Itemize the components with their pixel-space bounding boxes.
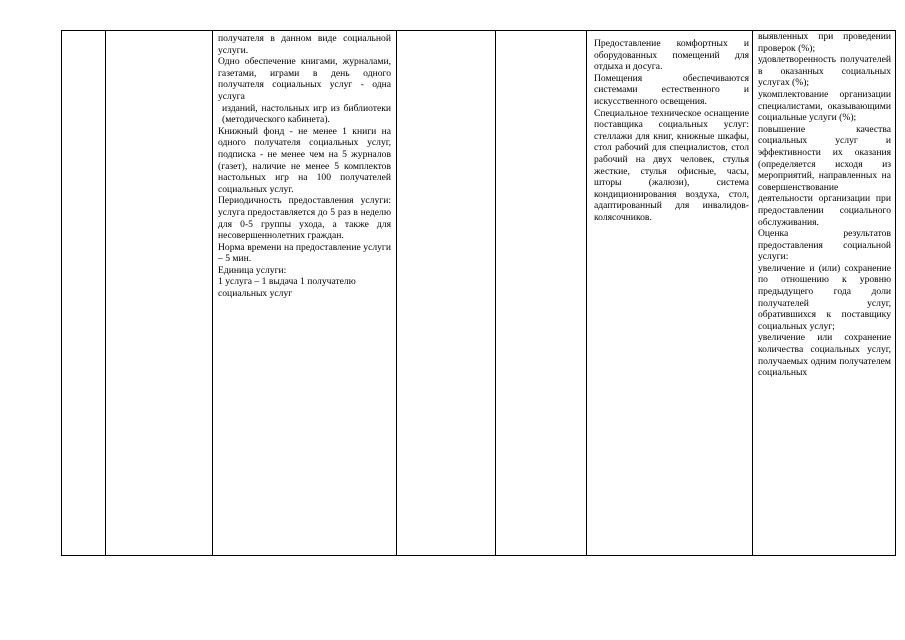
cell-conditions: [587, 31, 753, 556]
document-table: [61, 30, 896, 556]
description-paragraph-7: Единица услуги:: [218, 264, 287, 276]
cell-quality-indicators: [753, 31, 896, 556]
description-paragraph-5: Периодичность предоставления услуги: услуга предоставляется до 5 раз в неделю для 0-5 группы ухода, а также для несовершеннолетних граждан.: [218, 195, 391, 242]
cell-empty-4: [397, 31, 496, 556]
conditions-paragraph-3: Специальное техническое оснащение поставщика социальных услуг: стеллажи для книг, книжные шкафы, стол рабочий для специалистов, стол рабочий на двух человек, стулья жесткие, стулья офисные, часы, шторы (жалюзи), система кондиционирования воздуха, стол, адаптированный для инвалидов-колясочников.: [594, 107, 749, 223]
indicators-paragraph-4: повышение качества социальных услуг и эффективности их оказания (определяется исходя из мероприятий, направленных на совершенствование деятельности организации при предоставлении социального обслуживания.: [758, 123, 891, 228]
description-paragraph-8: 1 услуга – 1 выдача 1 получателю социальных услуг: [218, 276, 356, 300]
cell-service-description: [213, 31, 397, 556]
description-paragraph-1: получателя в данном виде социальной услуги.: [218, 33, 391, 56]
description-paragraph-6: Норма времени на предоставление услуги – 5 мин.: [218, 241, 391, 265]
description-paragraph-4: Книжный фонд - не менее 1 книги на одного получателя социальных услуг, подписка - не менее чем на 5 журналов (газет), наличие не менее 5 комплектов настольных игр на 100 получателей социальных услуг.: [218, 125, 391, 195]
table-row: [62, 31, 896, 556]
services-table: [61, 30, 896, 556]
indicators-paragraph-7: увеличение или сохранение количества социальных услуг, получаемых одним получателем социальных: [758, 332, 891, 379]
conditions-paragraph-1: Предоставление комфортных и оборудованных помещений для отдыха и досуга.: [594, 38, 749, 73]
indicators-paragraph-2: удовлетворенность получателей в оказанных социальных услугах (%);: [758, 54, 891, 89]
indicators-paragraph-3: укомплектование организации специалистами, оказывающими социальные услуги (%);: [758, 88, 891, 124]
description-paragraph-3: изданий, настольных игр из библиотеки (методического кабинета).: [222, 102, 391, 126]
indicators-paragraph-6: увеличение и (или) сохранение по отношению к уровню предыдущего года доли получателей услуг, обратившихся к поставщику социальных услуг;: [758, 262, 891, 332]
indicators-paragraph-1: выявленных при проведении проверок (%);: [758, 31, 891, 54]
cell-number: [62, 31, 106, 556]
cell-service-name: [106, 31, 213, 556]
indicators-paragraph-5: Оценка результатов предоставления социальной услуги:: [758, 228, 891, 263]
description-paragraph-2: Одно обеспечение книгами, журналами, газетами, играми в день одного получателя социальных услуг - одна услуга: [218, 56, 391, 102]
conditions-paragraph-2: Помещения обеспечиваются системами естественного и искусственного освещения.: [594, 72, 749, 107]
cell-empty-5: [496, 31, 587, 556]
